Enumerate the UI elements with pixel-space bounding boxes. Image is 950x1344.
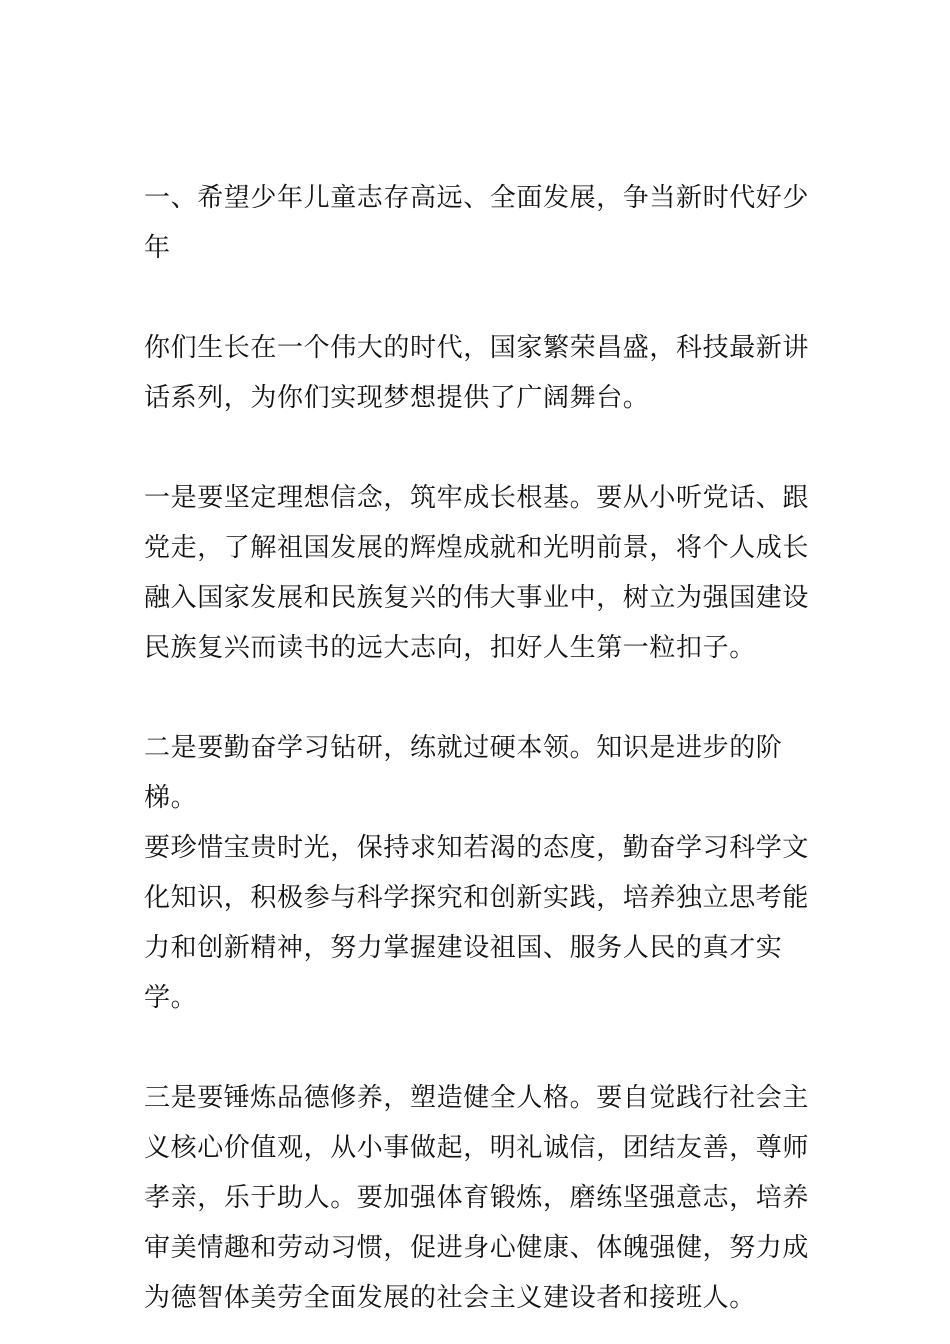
intro-paragraph: 你们生长在一个伟大的时代，国家繁荣昌盛，科技最新讲 话系列，为你们实现梦想提供了广阔舞台。 <box>144 333 810 413</box>
paragraph-two: 二是要勤奋学习钻研，练就过硬本领。知识是进步的阶梯。 要珍惜宝贵时光，保持求知若渴的态度，勤奋学习科学文 化知识，积极参与科学探究和创新实践，培养独立思考能 力和创新精神，努力掌握建设祖国、服务人民的真才实学。 <box>144 733 810 1013</box>
paragraph-one: 一是要坚定理想信念，筑牢成长根基。要从小听党话、跟 党走，了解祖国发展的辉煌成就和光明前景，将个人成长 融入国家发展和民族复兴的伟大事业中，树立为强国建设 民族复兴而读书的远大志向，扣好人生第一粒扣子。 <box>144 483 810 663</box>
paragraph-three: 三是要锤炼品德修养，塑造健全人格。要自觉践行社会主 义核心价值观，从小事做起，明礼诚信，团结友善，尊师 孝亲，乐于助人。要加强体育锻炼，磨练坚强意志，培养 审美情趣和劳动习惯，促进身心健康、体魄强健，努力成 为德智体美劳全面发展的社会主义建设者和接班人。 <box>144 1083 810 1313</box>
document-body <box>144 173 834 1323</box>
section-heading: 一、希望少年儿童志存高远、全面发展，争当新时代好少 年 <box>144 183 810 263</box>
